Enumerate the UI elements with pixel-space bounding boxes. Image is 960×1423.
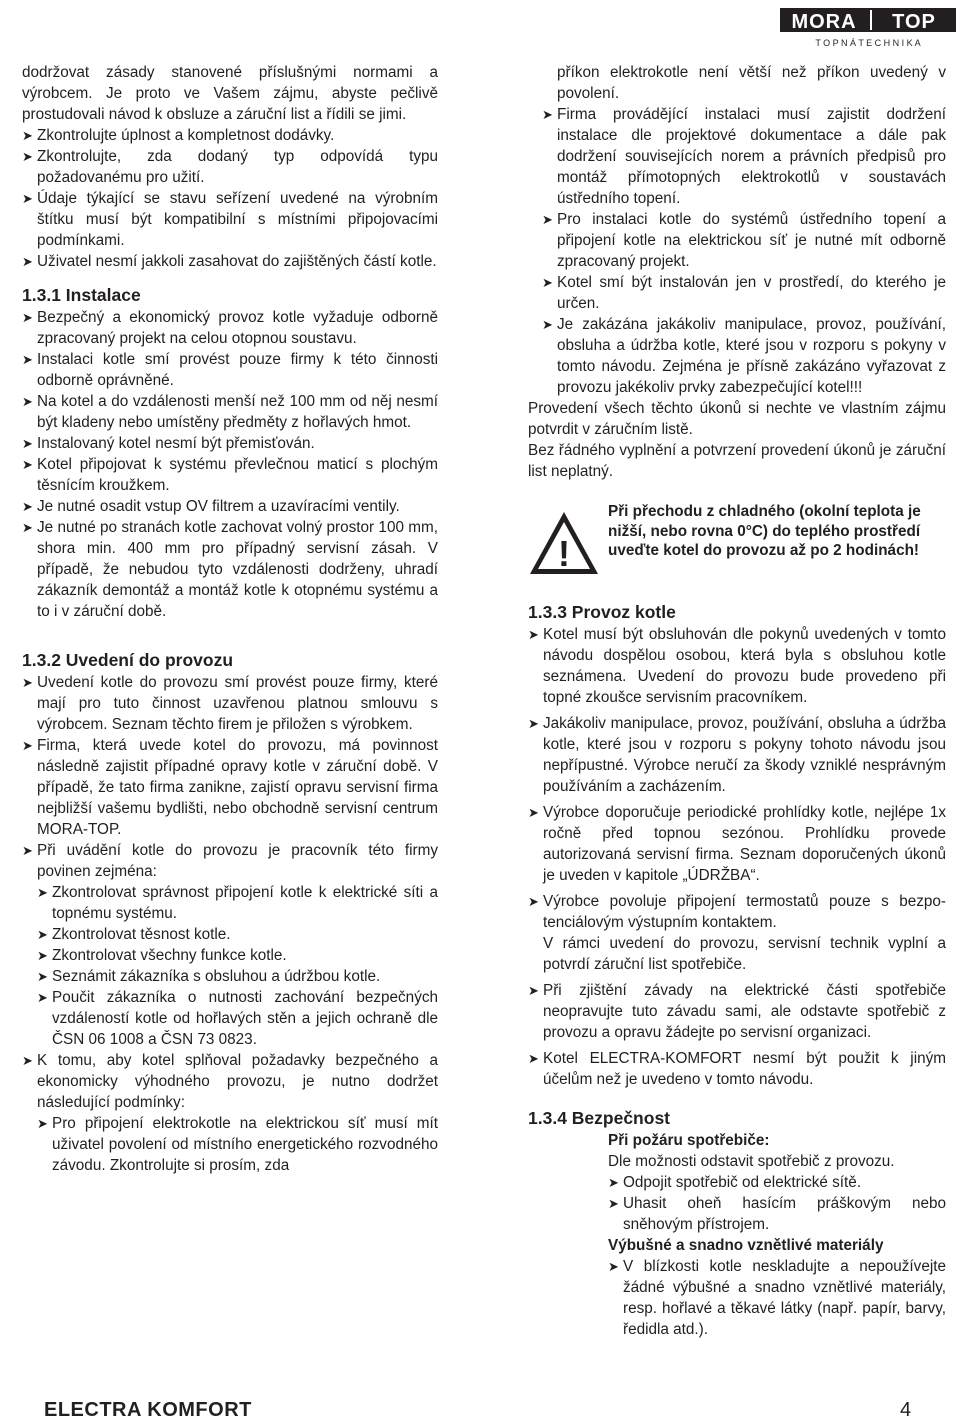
list-item: ➤ Instalovaný kotel nesmí být přemisťován.: [22, 435, 315, 452]
list-item: ➤ Zkontrolujte úplnost a kompletnost dodávky.: [22, 127, 335, 144]
arrow-bullet-icon: ➤: [22, 394, 33, 409]
mora-top-logo: [780, 4, 956, 50]
arrow-bullet-icon: ➤: [37, 990, 48, 1005]
list-item: ➤ Jakákoliv manipulace, provoz, používání, obsluha a údržba kotle, které jsou v rozporu s pokyny tohoto návodu jsou nepřípustné. Výrobce neručí za škody vzniklé nesprávným používáním a zacházením.: [528, 715, 946, 795]
list-item: ➤ Zkontrolujte, zda dodaný typ odpovídá typu požadovanému pro užití.: [22, 148, 438, 186]
logo-subtitle: T O P N Á T E C H N I K A: [815, 38, 921, 48]
list-item: ➤ Kotel připojovat k systému převlečnou maticí s plochým těsnícím kroužkem.: [22, 456, 438, 494]
sub-list-item: ➤ Firma provádějící instalaci musí zajistit dodržení instalace dle projektové dokumentace a dále pak dodržení souvisejících norem a právních předpisů pro montáž přímotopných elektrokotlů v soustavách ústředního topení.: [542, 106, 946, 207]
arrow-bullet-icon: ➤: [528, 627, 539, 642]
arrow-bullet-icon: ➤: [22, 738, 33, 753]
sub-list-item: ➤ Pro instalaci kotle do systémů ústředního topení a připojení kotle na elektrickou síť je nutné mít odborně zpracovaný projekt.: [542, 211, 946, 270]
warning-box: [528, 504, 946, 600]
arrow-bullet-icon: ➤: [528, 894, 539, 909]
arrow-bullet-icon: ➤: [22, 457, 33, 472]
arrow-bullet-icon: ➤: [22, 436, 33, 451]
arrow-bullet-icon: ➤: [22, 843, 33, 858]
sub-list-item: ➤ Kotel smí být instalován jen v prostředí, do kterého je určen.: [542, 274, 946, 312]
list-item: ➤ Výrobce doporučuje periodické prohlídky kotle, nejlépe 1x ročně před topnou sezónou. Prohlídku provede autorizovaná servisní firma. Seznam doporučených úkonů je uveden v kapitole „ÚDRŽBA“.: [528, 804, 946, 884]
sub-list-item: ➤ Je zakázána jakákoliv manipulace, provoz, používání, obsluha a údržba kotle, které jsou v rozporu s pokyny v tomto návodu. Zejména je přísně zakázáno vyřazovat z provozu jakékoliv prvky zabezpečující kotel!!!: [542, 316, 946, 396]
list-item: ➤ Odpojit spotřebič od elektrické sítě.: [608, 1174, 862, 1191]
list-item: ➤ Bezpečný a ekonomický provoz kotle vyžaduje odborně zpracovaný projekt na celou otopnou soustavu.: [22, 309, 438, 347]
footer-product-name: ELECTRA KOMFORT: [44, 1399, 252, 1421]
svg-text:!: !: [558, 533, 570, 574]
paragraph: Provedení všech těchto úkonů si nechte ve vlastním zájmu potvrdit v záručním listě.: [528, 400, 946, 438]
arrow-bullet-icon: ➤: [37, 948, 48, 963]
list-item: ➤ Při uvádění kotle do provozu je pracovník této firmy povinen zejména:: [22, 842, 438, 880]
arrow-bullet-icon: ➤: [542, 317, 553, 332]
warning-triangle-icon: [528, 510, 600, 576]
paragraph: Bez řádného vyplnění a potvrzení provedení úkonů je záruční list neplatný.: [528, 442, 946, 480]
warning-text: Při přechodu z chladného (okolní teplota je nižší, nebo rovna 0°C) do teplého prostředí uveďte kotel do provozu až po 2 hodinách!: [608, 503, 921, 559]
fire-title: Při požáru spotřebiče:: [608, 1132, 770, 1149]
arrow-bullet-icon: ➤: [22, 310, 33, 325]
arrow-bullet-icon: ➤: [37, 1116, 48, 1131]
list-item: ➤ Instalaci kotle smí provést pouze firmy k této činnosti odborně oprávněné.: [22, 351, 438, 389]
arrow-bullet-icon: ➤: [528, 1051, 539, 1066]
intro-text: dodržovat zásady stanovené příslušnými normami a výrobcem. Je proto ve Vašem zájmu, abyste pečlivě prostudovali návod k obsluze a záruční list a řídili se jimi.: [22, 64, 438, 123]
arrow-bullet-icon: ➤: [37, 885, 48, 900]
arrow-bullet-icon: ➤: [528, 983, 539, 998]
list-item: ➤ V blízkosti kotle neskladujte a nepoužívejte žádné výbušné a snadno vznětlivé materiály, resp. hořlavé a těkavé látky (např. papír, barvy, ředidla atd.).: [608, 1258, 946, 1338]
arrow-bullet-icon: ➤: [22, 191, 33, 206]
arrow-bullet-icon: ➤: [542, 212, 553, 227]
section-title-provoz: 1.3.3 Provoz kotle: [528, 602, 676, 622]
list-item: ➤ Při zjištění závady na elektrické části spotřebiče neopravujte tuto závadu sami, ale odstavte spotřebič z provozu a opravu žádejte po servisní organizaci.: [528, 982, 946, 1041]
right-column: [528, 62, 946, 1340]
list-item: ➤ Výrobce povoluje připojení termostatů pouze s bezpo-tenciálovým výstupním kontaktem.: [528, 893, 946, 931]
list-item: ➤ Kotel musí být obsluhován dle pokynů uvedených v tomto návodu dospělou osobou, která byla s obsluhou kotle seznámena. Uvedení do provozu bude provedeno při topné zkoušce servisním pracovníkem.: [528, 626, 946, 706]
arrow-bullet-icon: ➤: [22, 1053, 33, 1068]
list-item: ➤ Je nutné po stranách kotle zachovat volný prostor 100 mm, shora min. 400 mm pro případný servisní zásah. V případě, že nebudou tyto vzdálenosti dodrženy, uhradí zákazník demontáž a montáž kotle k otopnému systému a to i v záruční době.: [22, 519, 438, 620]
arrow-bullet-icon: ➤: [37, 927, 48, 942]
arrow-bullet-icon: ➤: [542, 275, 553, 290]
sub-list-item: ➤ Poučit zákazníka o nutnosti zachování bezpečných vzdáleností kotle od hořlavých stěn a jejich ochraně dle ČSN 06 1008 a ČSN 73 0823.: [37, 989, 438, 1048]
fire-text: Dle možnosti odstavit spotřebič z provozu.: [608, 1153, 895, 1170]
arrow-bullet-icon: ➤: [22, 352, 33, 367]
continued-text: příkon elektrokotle není větší než příkon uvedený v povolení.: [557, 64, 946, 102]
list-item: ➤ Uvedení kotle do provozu smí provést pouze firmy, které mají pro tuto činnost uzavřenou platnou smlouvu s výrobcem. Seznam těchto firem je přiložen s výrobkem.: [22, 674, 438, 733]
page-number: 4: [900, 1399, 912, 1421]
arrow-bullet-icon: ➤: [608, 1196, 619, 1211]
left-column: [22, 62, 438, 1176]
arrow-bullet-icon: ➤: [528, 805, 539, 820]
arrow-bullet-icon: ➤: [22, 520, 33, 535]
section-title-bezpecnost: 1.3.4 Bezpečnost: [528, 1108, 670, 1128]
logo-text-left: MORA: [791, 11, 857, 33]
fire-block: [528, 1130, 946, 1172]
sub-list-item: ➤ Seznámit zákazníka s obsluhou a údržbou kotle.: [37, 968, 381, 985]
logo-text-right: TOP: [892, 11, 936, 33]
section-title-uvedeni: 1.3.2 Uvedení do provozu: [22, 650, 234, 670]
arrow-bullet-icon: ➤: [22, 675, 33, 690]
arrow-bullet-icon: ➤: [22, 128, 33, 143]
sub-list-item: ➤ Zkontrolovat těsnost kotle.: [37, 926, 231, 943]
sub-list-item: ➤ Zkontrolovat všechny funkce kotle.: [37, 947, 287, 964]
arrow-bullet-icon: ➤: [22, 149, 33, 164]
sub-list-item: ➤ Zkontrolovat správnost připojení kotle k elektrické síti a topnému systému.: [37, 884, 438, 922]
section-title-instalace: 1.3.1 Instalace: [22, 285, 141, 305]
arrow-bullet-icon: ➤: [528, 716, 539, 731]
list-item: ➤ Kotel ELECTRA-KOMFORT nesmí být použit k jiným účelům než je uvedeno v tomto návodu.: [528, 1050, 946, 1088]
arrow-bullet-icon: ➤: [608, 1175, 619, 1190]
arrow-bullet-icon: ➤: [22, 254, 33, 269]
list-item: ➤ Údaje týkající se stavu seřízení uvedené na výrobním štítku musí být kompatibilní s místními připojovacími podmínkami.: [22, 190, 438, 249]
list-item: ➤ Firma, která uvede kotel do provozu, má povinnost následně zajistit případné opravy kotle v záruční době. V případě, že tato firma zanikne, zajistí opravu servisní firma nejbližší vašemu bydlišti, nebo obchodně servisní centrum MORA-TOP.: [22, 737, 438, 838]
arrow-bullet-icon: ➤: [608, 1259, 619, 1274]
list-item: ➤ Uhasit oheň hasícím práškovým nebo sněhovým přístrojem.: [608, 1195, 946, 1233]
explosive-title: Výbušné a snadno vznětlivé materiály: [608, 1237, 884, 1254]
arrow-bullet-icon: ➤: [37, 969, 48, 984]
list-item: ➤ Na kotel a do vzdálenosti menší než 100 mm od něj nesmí být kladeny nebo umístěny předměty z hořlavých hmot.: [22, 393, 438, 431]
sub-list-item: ➤ Pro připojení elektrokotle na elektrickou síť musí mít uživatel povolení od místního energetického rozvodného závodu. Zkontrolujte si prosím, zda: [37, 1115, 438, 1174]
list-item: ➤ Uživatel nesmí jakkoli zasahovat do zajištěných částí kotle.: [22, 253, 437, 270]
list-item: ➤ Je nutné osadit vstup OV filtrem a uzavíracími ventily.: [22, 498, 400, 515]
arrow-bullet-icon: ➤: [542, 107, 553, 122]
list-item: ➤ K tomu, aby kotel splňoval požadavky bezpečného a ekonomicky výhodného provozu, je nutno dodržet následující podmínky:: [22, 1052, 438, 1111]
paragraph: V rámci uvedení do provozu, servisní technik vyplní a potvrdí záruční list spotřebiče.: [543, 935, 946, 973]
arrow-bullet-icon: ➤: [22, 499, 33, 514]
